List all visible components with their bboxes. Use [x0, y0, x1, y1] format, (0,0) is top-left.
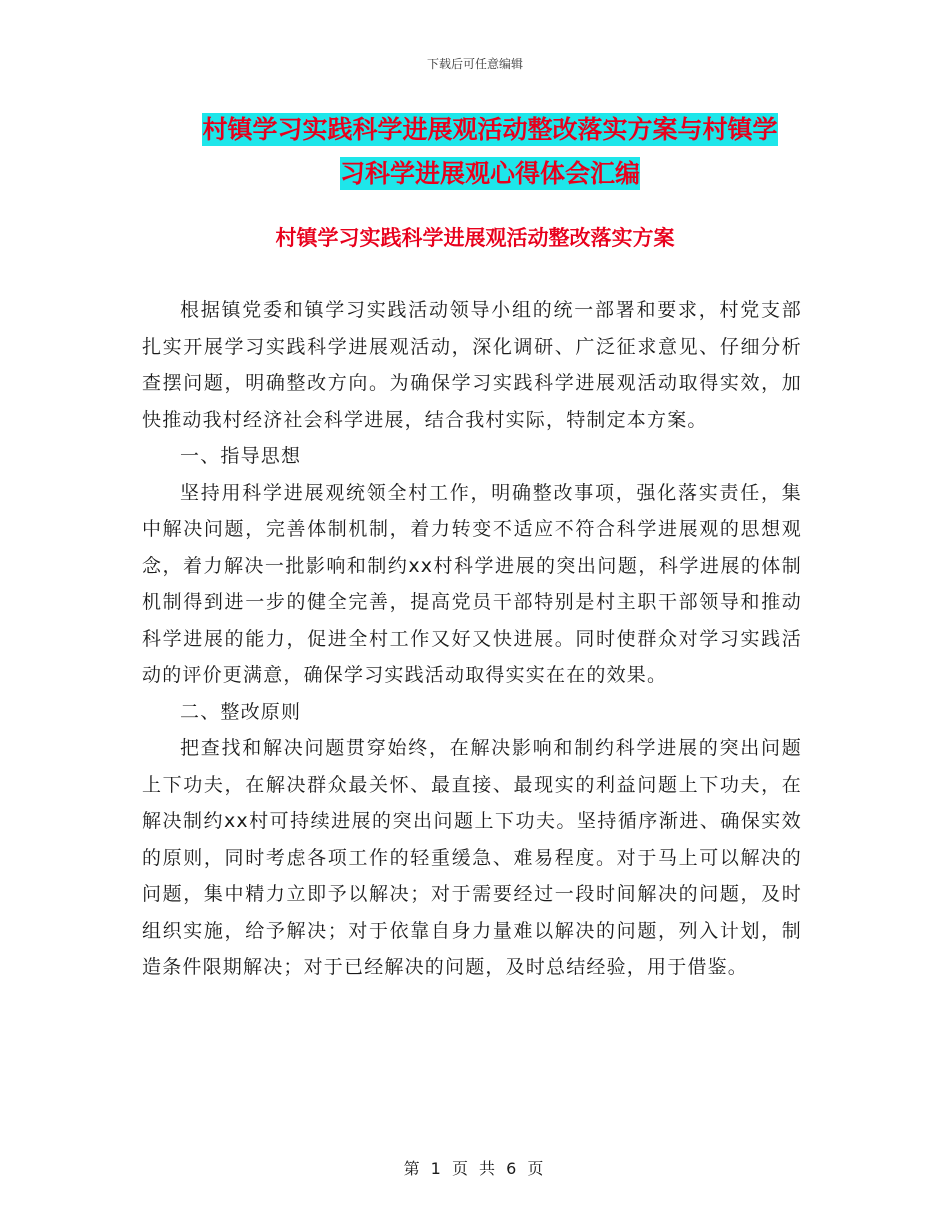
- paragraph-intro: 根据镇党委和镇学习实践活动领导小组的统一部署和要求，村党支部扎实开展学习实践科学进展观活动，深化调研、广泛征求意见、仔细分析查摆问题，明确整改方向。为确保学习实践科学进展观活动取得实效，加快推动我村经济社会科学进展，结合我村实际，特制定本方案。: [142, 299, 802, 431]
- heading-guiding-thought: 一、指导思想: [180, 445, 302, 467]
- document-title: [150, 108, 830, 196]
- title-line-2: 习科学进展观心得体会汇编: [339, 159, 640, 188]
- header-note: 下载后可任意编辑: [426, 57, 523, 71]
- page-footer: 第 1 页 共 6 页: [403, 1159, 547, 1178]
- paragraph-guiding-thought: 坚持用科学进展观统领全村工作，明确整改事项，强化落实责任，集中解决问题，完善体制机制，着力转变不适应不符合科学进展观的思想观念，着力解决一批影响和制约xx村科学进展的突出问题，科学进展的体制机制得到进一步的健全完善，提高党员干部特别是村主职干部领导和推动科学进展的能力，促进全村工作又好又快进展。同时使群众对学习实践活动的评价更满意，确保学习实践活动取得实实在在的效果。: [142, 481, 802, 686]
- title-line-1: 村镇学习实践科学进展观活动整改落实方案与村镇学: [202, 115, 778, 144]
- heading-rectification-principles: 二、整改原则: [180, 700, 302, 723]
- paragraph-rectification-principles: 把查找和解决问题贯穿始终，在解决影响和制约科学进展的突出问题上下功夫，在解决群众最关怀、最直接、最现实的利益问题上下功夫，在解决制约xx村可持续进展的突出问题上下功夫。坚持循序渐进、确保实效的原则，同时考虑各项工作的轻重缓急、难易程度。对于马上可以解决的问题，集中精力立即予以解决；对于需要经过一段时间解决的问题，及时组织实施，给予解决；对于依靠自身力量难以解决的问题，列入计划，制造条件限期解决；对于已经解决的问题，及时总结经验，用于借鉴。: [142, 737, 802, 978]
- section-title: 村镇学习实践科学进展观活动整改落实方案: [275, 226, 675, 250]
- body-text: [142, 292, 802, 986]
